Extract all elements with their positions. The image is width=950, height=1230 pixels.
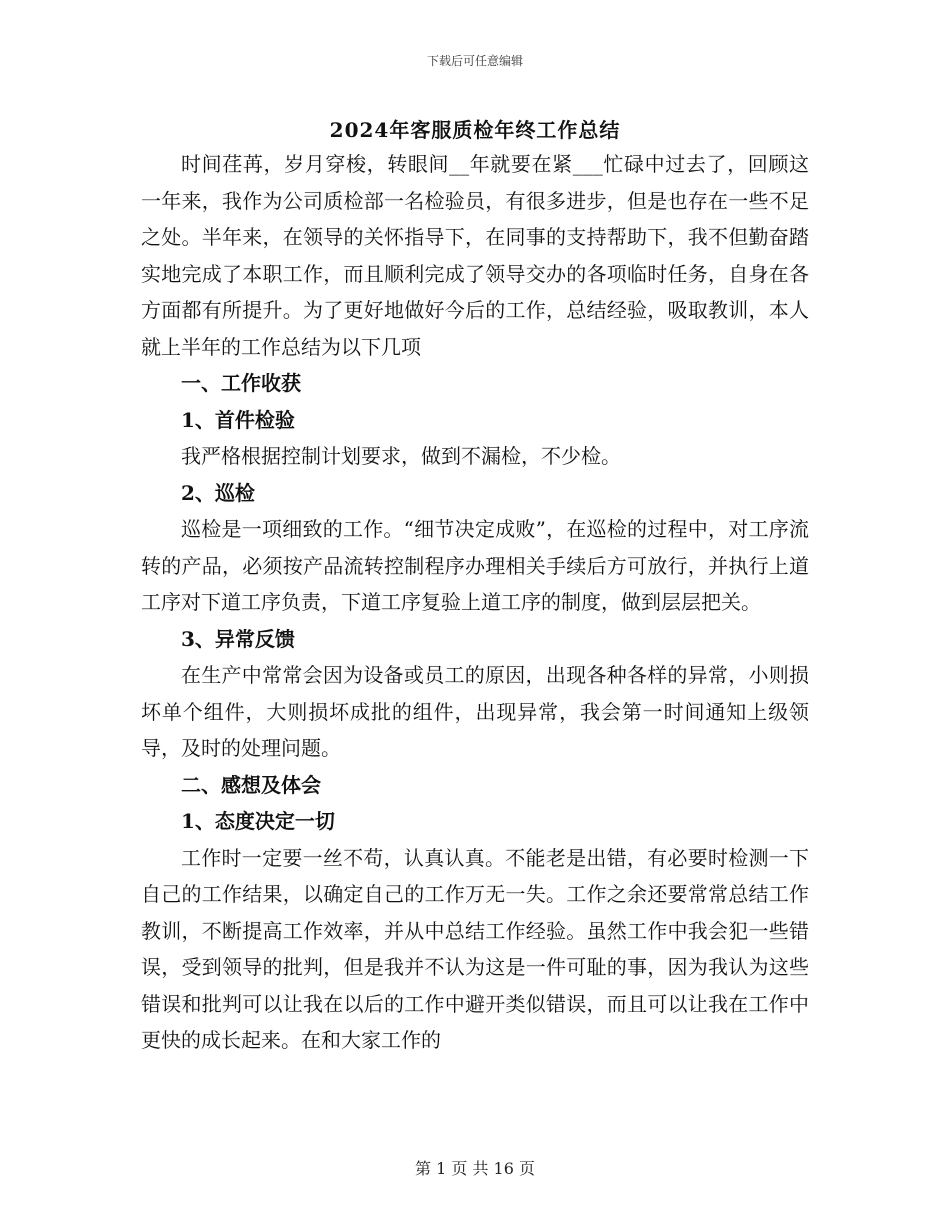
section-heading-reflections: 二、感想及体会 bbox=[181, 772, 321, 797]
document-body bbox=[141, 146, 809, 1059]
section-heading-work-gains: 一、工作收获 bbox=[181, 371, 301, 395]
paragraph-patrol: 巡检是一项细致的工作。“细节决定成败”，在巡检的过程中，对工序流转的产品，必须按产品流转控制程序办理相关手续后方可放行，并执行上道工序对下道工序负责，下道工序复验上道工序的制度，做到层层把关。 bbox=[141, 517, 809, 614]
subheading-first-article-inspection: 1、首件检验 bbox=[181, 407, 295, 432]
page-header-note: 下载后可任意编辑 bbox=[426, 54, 523, 68]
document-title: 2024年客服质检年终工作总结 bbox=[329, 118, 621, 142]
subheading-patrol-inspection: 2、巡检 bbox=[181, 480, 255, 505]
page-number: 第 1 页 共 16 页 bbox=[415, 1159, 535, 1178]
subheading-exception-feedback: 3、异常反馈 bbox=[181, 626, 295, 651]
paragraph-intro: 时间荏苒，岁月穿梭，转眼间__年就要在紧___忙碌中过去了，回顾这一年来，我作为公司质检部一名检验员，有很多进步，但是也存在一些不足之处。半年来，在领导的关怀指导下，在同事的支持帮助下，我不但勤奋踏实地完成了本职工作，而且顺利完成了领导交办的各项临时任务，自身在各方面都有所提升。为了更好地做好今后的工作，总结经验，吸取教训，本人就上半年的工作总结为以下几项 bbox=[141, 152, 809, 359]
subheading-attitude: 1、态度决定一切 bbox=[181, 809, 335, 833]
paragraph-exception: 在生产中常常会因为设备或员工的原因，出现各种各样的异常，小则损坏单个组件，大则损坏成批的组件，出现异常，我会第一时间通知上级领导，及时的处理问题。 bbox=[141, 663, 809, 760]
paragraph-first-article: 我严格根据控制计划要求，做到不漏检，不少检。 bbox=[181, 444, 621, 468]
paragraph-attitude: 工作时一定要一丝不苟，认真认真。不能老是出错，有必要时检测一下自己的工作结果，以确定自己的工作万无一失。工作之余还要常常总结工作教训，不断提高工作效率，并从中总结工作经验。虽然工作中我会犯一些错误，受到领导的批判，但是我并不认为这是一件可耻的事，因为我认为这些错误和批判可以让我在以后的工作中避开类似错误，而且可以让我在工作中更快的成长起来。在和大家工作的 bbox=[141, 845, 809, 1052]
